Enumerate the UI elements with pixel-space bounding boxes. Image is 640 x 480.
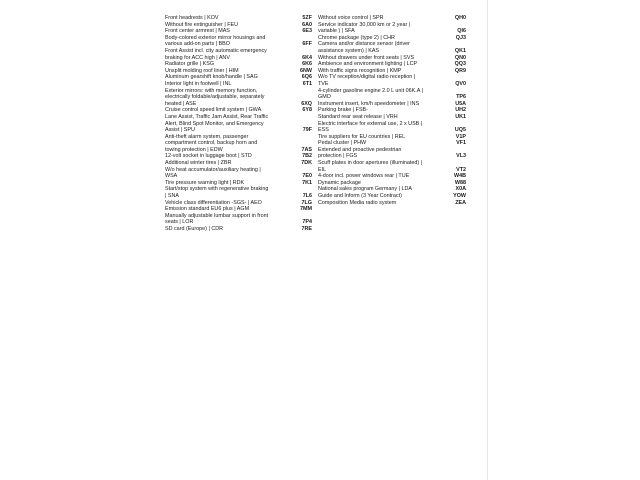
equipment-description: Emission standard EU6 plus | AGM (165, 206, 250, 213)
equipment-description: 12-volt socket in luggage boot | STD (165, 153, 252, 160)
equipment-description: Anti-theft alarm system, passenger compartment control, backup horn and towing protection | EDW (165, 133, 258, 153)
equipment-row (318, 35, 466, 42)
equipment-description: Vehicle class differentiation -SGS- | AEO (165, 199, 262, 206)
equipment-code: UH2 (455, 107, 466, 114)
equipment-description: With traffic signs recognition | KMP (318, 67, 402, 74)
equipment-code: 6T1 (302, 80, 312, 87)
equipment-row (318, 41, 466, 54)
equipment-row (165, 15, 312, 22)
equipment-code: V1P (455, 133, 466, 140)
equipment-code: ZEA (455, 199, 466, 206)
equipment-row (318, 88, 466, 101)
equipment-description: National sales program Germany | LDA (318, 186, 412, 193)
equipment-code: 6E3 (302, 28, 312, 35)
equipment-description: Exterior mirrors: with memory function, electrically foldable/adjustable, separately heated | ASE (165, 87, 265, 107)
equipment-code: 6Q6 (301, 74, 312, 81)
equipment-code: 7MM (300, 206, 312, 213)
equipment-row (318, 101, 466, 108)
equipment-description: Cruise control speed limit system | GWA (165, 107, 262, 114)
equipment-row (318, 200, 466, 207)
equipment-row (165, 48, 312, 61)
equipment-code: QK1 (454, 47, 466, 54)
equipment-row (165, 35, 312, 48)
equipment-code: TP6 (456, 94, 466, 101)
equipment-description: Dynamic package (318, 179, 361, 186)
equipment-description: Scuff plates in door apertures (illuminated) | EIL (318, 160, 423, 173)
equipment-row (165, 186, 312, 199)
equipment-row (318, 15, 466, 22)
equipment-code: 6NW (300, 67, 312, 74)
equipment-code: U5A (455, 100, 466, 107)
equipment-code: 6K4 (302, 54, 312, 61)
equipment-code: 6XQ (301, 100, 312, 107)
equipment-description: Extended and proactive pedestrian protection | FGS (318, 146, 402, 160)
equipment-description: 4-door incl. power windows rear | TUE (318, 173, 410, 180)
equipment-row (165, 81, 312, 88)
equipment-row (318, 160, 466, 173)
equipment-description: Unsplit molding roof liner | HIM (165, 67, 239, 74)
equipment-description: Instrument insert, km/h speedometer | INS (318, 100, 420, 107)
equipment-description: Camera and/or distance sensor (driver assistance system) | KAS (318, 41, 410, 54)
equipment-code: 6FF (302, 41, 312, 48)
equipment-description: Electric interface for external use, 2 x USB | ESS (318, 120, 423, 134)
equipment-row (165, 180, 312, 187)
equipment-description: Chrome package (type 2) | CHR (318, 34, 395, 41)
equipment-code: QI6 (457, 28, 466, 35)
equipment-row (318, 22, 466, 35)
equipment-row (318, 121, 466, 134)
equipment-code: 7L6 (302, 193, 312, 200)
equipment-row (165, 74, 312, 81)
equipment-description: Standard rear seat release | VRH (318, 113, 398, 120)
equipment-row (165, 22, 312, 29)
equipment-row (165, 107, 312, 114)
equipment-row (165, 114, 312, 134)
equipment-description: Service indicator 30,000 km or 2 year | variable ) | SFA (318, 21, 411, 35)
equipment-row (318, 55, 466, 62)
margin-line (487, 0, 488, 480)
equipment-description: 4-cylinder gasoline engine 2.0 L unit 06K.A | GMO (318, 87, 423, 101)
equipment-code: 6K6 (302, 61, 312, 68)
equipment-code: W88 (454, 179, 466, 186)
equipment-row (165, 167, 312, 180)
equipment-description: Front Assist incl. city automatic emergency braking for ACC high | ANV (165, 47, 267, 61)
equipment-description: Front headrests | KOV (165, 15, 219, 21)
equipment-description: Without fire extinguisher | FEU (165, 21, 239, 28)
equipment-code: 5ZF (302, 15, 312, 21)
equipment-code: 7AS (301, 146, 312, 153)
equipment-row (165, 206, 312, 213)
equipment-description: Additional winter tires | ZBR (165, 160, 232, 167)
equipment-row (165, 88, 312, 108)
equipment-description: Pedal cluster | PHW (318, 140, 367, 147)
equipment-description: Without voice control | SPR (318, 15, 384, 21)
equipment-code: VF1 (456, 140, 466, 147)
equipment-description: Start/stop system with regenerative braking | SNA (165, 186, 269, 200)
equipment-code: 7B2 (302, 153, 312, 160)
equipment-code: VT2 (456, 166, 466, 173)
equipment-code: QQ3 (454, 61, 466, 68)
equipment-row (318, 61, 466, 68)
equipment-code: W4B (454, 173, 466, 180)
equipment-code: QJ3 (455, 34, 466, 41)
equipment-code: QN0 (454, 54, 466, 61)
equipment-row (165, 200, 312, 207)
equipment-code: UQ5 (454, 127, 466, 134)
equipment-row (318, 186, 466, 193)
equipment-description: SD card (Europe) | CDR (165, 226, 224, 232)
equipment-code: 7DK (301, 160, 312, 167)
equipment-code: QR9 (454, 67, 466, 74)
equipment-description: Without drawers under front seats | SVS (318, 54, 415, 61)
left-equipment-column (165, 15, 312, 233)
equipment-code: 79F (302, 127, 312, 134)
right-equipment-column (318, 15, 466, 206)
equipment-description: Interior light in footwell | INL (165, 80, 232, 87)
equipment-row (318, 147, 466, 160)
equipment-description: W/o heat accumulator/auxiliary heating | WSA (165, 166, 261, 180)
equipment-row (318, 134, 466, 141)
equipment-row (165, 226, 312, 233)
equipment-row (165, 134, 312, 154)
equipment-code: UK1 (455, 113, 466, 120)
equipment-description: Front center armrest | MAS (165, 28, 230, 35)
equipment-description: Ambience and environment lighting | LCP (318, 61, 418, 68)
equipment-row (165, 160, 312, 167)
equipment-row (165, 61, 312, 68)
equipment-description: Parking brake | FSB- (318, 107, 368, 114)
equipment-row (165, 153, 312, 160)
equipment-description: Lane Assist, Traffic Jam Assist, Rear Traffic Alert, Blind Spot Monitor, and Emergency Assist | SPU (165, 113, 269, 134)
equipment-code: 7K1 (302, 179, 312, 186)
equipment-code: 7E0 (302, 173, 312, 180)
equipment-code: 6A0 (302, 21, 312, 28)
equipment-code: X0A (455, 186, 466, 193)
equipment-code: 7P4 (302, 219, 312, 226)
equipment-code: 6Y8 (302, 107, 312, 114)
equipment-row (318, 114, 466, 121)
equipment-row (165, 28, 312, 35)
equipment-code: QH0 (454, 15, 466, 21)
equipment-row (318, 140, 466, 147)
equipment-row (318, 193, 466, 200)
equipment-row (318, 74, 466, 87)
equipment-row (318, 68, 466, 75)
equipment-row (318, 107, 466, 114)
equipment-description: Guide and Inform (3 Year Contract) (318, 193, 402, 200)
equipment-description: W/o TV reception/digital radio reception | TVE (318, 74, 416, 87)
equipment-code: QV0 (455, 80, 466, 87)
equipment-description: Tire suppliers for EU countries | REL (318, 133, 406, 140)
equipment-description: Manually adjustable lumbar support in front seats | LOR (165, 212, 269, 226)
equipment-code: YOW (453, 193, 466, 200)
equipment-description: Composition Media radio system (318, 199, 397, 206)
equipment-row (165, 68, 312, 75)
equipment-description: Body-colored exterior mirror housings and various add-on parts | BBO (165, 34, 266, 48)
equipment-row (165, 213, 312, 226)
equipment-description: Tire pressure warning light | RDK (165, 179, 245, 186)
equipment-description: Radiator grille | KSG (165, 61, 215, 68)
equipment-description: Aluminum gearshift knob/handle | SAG (165, 74, 258, 81)
equipment-code: VL3 (456, 153, 466, 160)
equipment-code: 7LG (301, 199, 312, 206)
equipment-row (318, 180, 466, 187)
equipment-code: 7RE (301, 226, 312, 232)
equipment-row (318, 173, 466, 180)
